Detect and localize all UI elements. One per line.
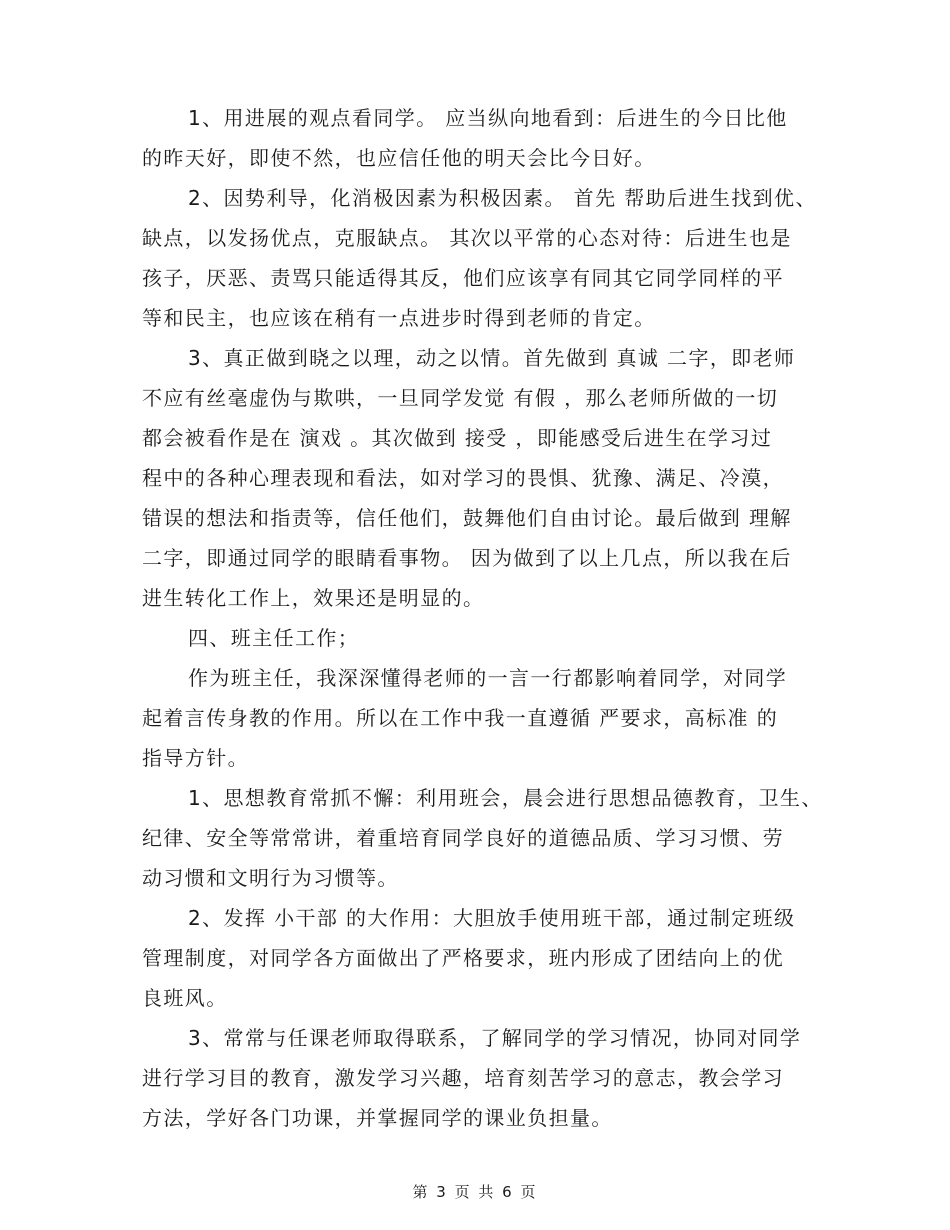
text-line: 错误的想法和指责等，信任他们，鼓舞他们自由讨论。最后做到 理解 (142, 506, 792, 530)
page-footer: 第 3 页 共 6 页 (412, 1183, 538, 1201)
text-line: 缺点，以发扬优点，克服缺点。 其次以平常的心态对待：后进生也是 (142, 226, 792, 250)
text-line: 良班风。 (142, 986, 228, 1010)
text-line: 进生转化工作上，效果还是明显的。 (142, 586, 485, 610)
text-line: 方法，学好各门功课，并掌握同学的课业负担量。 (142, 1106, 613, 1130)
text-line: 二字，即通过同学的眼睛看事物。 因为做到了以上几点，所以我在后 (142, 546, 792, 570)
text-line: 起着言传身教的作用。所以在工作中我一直遵循 严要求，高标准 的 (142, 706, 779, 730)
text-line: 2、因势利导，化消极因素为积极因素。 首先 帮助后进生找到优、 (188, 186, 817, 210)
text-line: 进行学习目的教育，激发学习兴趣，培育刻苦学习的意志，教会学习 (142, 1066, 784, 1090)
text-line: 1、思想教育常抓不懈：利用班会，晨会进行思想品德教育，卫生、 (188, 786, 823, 810)
text-line: 不应有丝毫虚伪与欺哄，一旦同学发觉 有假 ，那么老师所做的一切 (142, 386, 779, 410)
text-line: 3、常常与任课老师取得联系，了解同学的学习情况，协同对同学 (188, 1026, 802, 1050)
text-line: 孩子，厌恶、责骂只能适得其反，他们应该享有同其它同学同样的平 (142, 266, 784, 290)
text-line: 程中的各种心理表现和看法，如对学习的畏惧、犹豫、满足、冷漠， (142, 466, 784, 490)
text-line: 的昨天好，即使不然，也应信任他的明天会比今日好。 (142, 146, 656, 170)
text-line: 动习惯和文明行为习惯等。 (142, 866, 399, 890)
text-line: 都会被看作是在 演戏 。其次做到 接受 ，即能感受后进生在学习过 (142, 426, 773, 450)
text-line: 纪律、安全等常常讲，着重培育同学良好的道德品质、学习习惯、劳 (142, 826, 784, 850)
text-line: 指导方针。 (142, 746, 249, 770)
text-line: 1、用进展的观点看同学。 应当纵向地看到：后进生的今日比他 (188, 106, 788, 130)
text-line: 管理制度，对同学各方面做出了严格要求，班内形成了团结向上的优 (142, 946, 784, 970)
text-line: 作为班主任，我深深懂得老师的一言一行都影响着同学，对同学 (188, 666, 788, 690)
text-line: 3、真正做到晓之以理，动之以情。首先做到 真诚 二字，即老师 (188, 346, 796, 370)
text-line: 2、发挥 小干部 的大作用：大胆放手使用班干部，通过制定班级 (188, 906, 796, 930)
text-line: 等和民主，也应该在稍有一点进步时得到老师的肯定。 (142, 306, 656, 330)
section-heading: 四、班主任工作； (188, 626, 360, 650)
